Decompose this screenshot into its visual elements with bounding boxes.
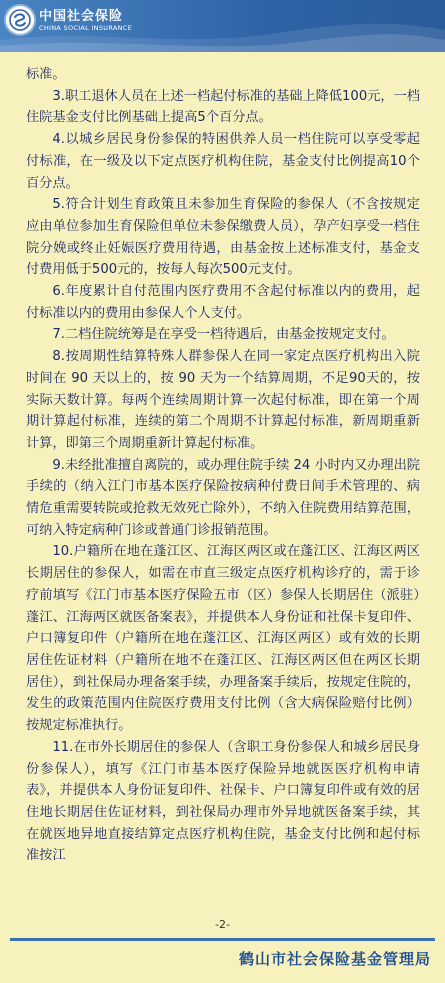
- paragraph: 8.按周期性结算特殊人群参保人在同一家定点医疗机构出入院时间在 90 天以上的，按 90 天为一个结算周期，不足90天的，按实际天数计算。每两个连续周期计算一次起付标准，即在第一个周期计算起付标准，连续的第二个周期不计算起付标准，新周期重新计算，即第三个周期重新计算起付标准。: [26, 349, 420, 451]
- paragraph: 11.在市外长期居住的参保人（含职工身份参保人和城乡居民身份参保人），填写《江门市基本医疗保险异地就医医疗机构申请表》，并提供本人身份证复印件、社保卡、户口簿复印件或有效的居住地长期居住佐证材料，到社保局办理市外异地就医备案手续，其在就医地异地直接结算定点医疗机构住院，基金支付比例和起付标准按江: [26, 739, 420, 864]
- paragraph: 6.年度累计自付范围内医疗费用不含起付标准以内的费用，起付标准以内的费用由参保人个人支付。: [26, 284, 420, 321]
- footer-organization: 鹤山市社会保险基金管理局: [238, 950, 431, 968]
- paragraph: 5.符合计划生育政策且未参加生育保险的参保人（不含按规定应由单位参加生育保险但单位未参保缴费人员），孕产妇享受一档住院分娩或终止妊娠医疗费用待遇，由基金按上述标准支付，基金支付费用低于500元的，按每人每次500元支付。: [26, 197, 420, 278]
- document-body: [26, 64, 420, 867]
- paragraph: 7.二档住院统筹是在享受一档待遇后，由基金按规定支付。: [52, 327, 395, 343]
- logo-subtitle: CHINA SOCIAL INSURANCE: [39, 23, 133, 32]
- paragraph: 10.户籍所在地在蓬江区、江海区两区或在蓬江区、江海区两区长期居住的参保人，如需在市直三级定点医疗机构诊疗的，需于诊疗前填写《江门市基本医疗保险五市（区）参保人长期居住（派驻）蓬江、江海两区就医备案表》，并提供本人身份证和社保卡复印件、户口簿复印件（户籍所在地在蓬江区、江海区两区）或有效的长期居住佐证材料（户籍所在地不在蓬江区、江海区两区但在两区长期居住），到社保局办理备案手续，办理备案手续后，按规定住院的，发生的政策范围内住院医疗费用支付比例（含大病保险赔付比例）按规定标准执行。: [26, 544, 420, 734]
- logo-title: 中国社会保险: [39, 8, 124, 24]
- logo: [6, 5, 132, 35]
- paragraph: 9.未经批准擅自离院的，或办理住院手续 24 小时内又办理出院手续的（纳入江门市基本医疗保险按病种付费日间手术管理的、病情危重需要转院或抢救无效死亡除外），不纳入住院费用结算范围，可纳入特定病种门诊或普通门诊报销范围。: [26, 457, 420, 538]
- footer-divider: [10, 938, 435, 941]
- social-insurance-logo-icon: [6, 6, 34, 34]
- page-number: -2-: [215, 918, 230, 931]
- paragraph: 标准。: [26, 67, 66, 82]
- paragraph: 4.以城乡居民身份参保的特困供养人员一档住院可以享受零起付标准，在一级及以下定点医疗机构住院，基金支付比例提高10个百分点。: [26, 132, 420, 191]
- header-banner: [0, 0, 445, 52]
- paragraph: 3.职工退休人员在上述一档起付标准的基础上降低100元，一档住院基金支付比例基础上提高5个百分点。: [26, 88, 420, 126]
